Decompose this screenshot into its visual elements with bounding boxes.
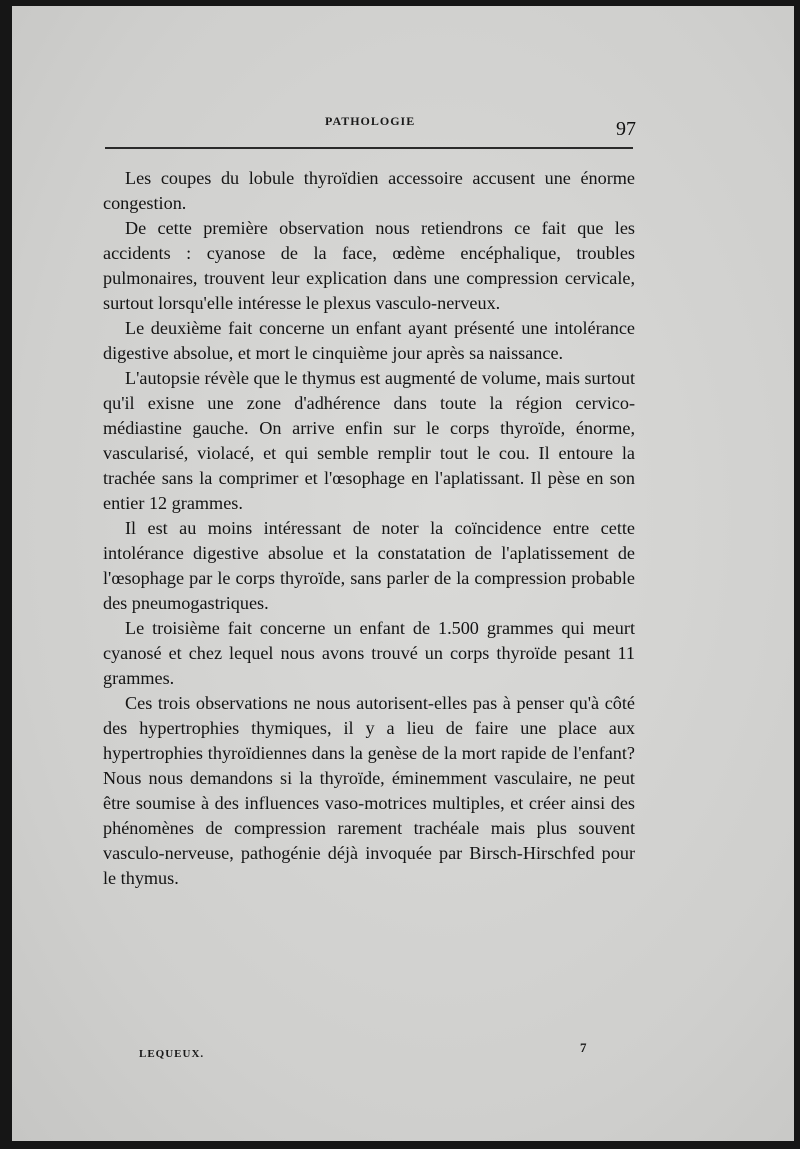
paragraph-2: De cette première observation nous retiendrons ce fait que les accidents : cyanose de la face, œdème encéphalique, troubles pulmonaires, trouvent leur explication dans une compression cervicale, surtout lorsqu'elle intéresse le plexus vasculo-nerveux. (103, 218, 635, 313)
book-page (12, 6, 794, 1141)
signature-mark: 7 (580, 1040, 587, 1055)
footer-author: LEQUEUX. (139, 1048, 205, 1060)
paragraph-4: L'autopsie révèle que le thymus est augmenté de volume, mais surtout qu'il exisne une zone d'adhérence dans toute la région cervico-médiastine gauche. On arrive enfin sur le corps thyroïde, énorme, vascularisé, violacé, et qui semble remplir tout le cou. Il entoure la trachée sans la comprimer et l'œsophage en l'aplatissant. Il pèse en son entier 12 grammes. (103, 368, 635, 513)
page-number: 97 (616, 118, 636, 140)
paragraph-5: Il est au moins intéressant de noter la coïncidence entre cette intolérance digestive absolue et la constatation de l'aplatissement de l'œsophage par le corps thyroïde, sans parler de la compression probable des pneumogastriques. (103, 518, 635, 613)
paragraph-7: Ces trois observations ne nous autorisent-elles pas à penser qu'à côté des hypertrophies thymiques, il y a lieu de faire une place aux hypertrophies thyroïdiennes dans la genèse de la mort rapide de l'enfant? Nous nous demandons si la thyroïde, éminemment vasculaire, ne peut être soumise à des influences vaso-motrices multiples, et créer ainsi des phénomènes de compression rarement trachéale mais plus souvent vasculo-nerveuse, pathogénie déjà invoquée par Birsch-Hirschfed pour le thymus. (103, 693, 635, 888)
header-rule (105, 147, 633, 149)
paragraph-6: Le troisième fait concerne un enfant de 1.500 grammes qui meurt cyanosé et chez lequel nous avons trouvé un corps thyroïde pesant 11 grammes. (103, 618, 635, 688)
paragraph-1: Les coupes du lobule thyroïdien accessoire accusent une énorme congestion. (103, 168, 635, 213)
body-text (103, 166, 635, 891)
paragraph-3: Le deuxième fait concerne un enfant ayant présenté une intolérance digestive absolue, et mort le cinquième jour après sa naissance. (103, 318, 635, 363)
running-header-title: PATHOLOGIE (325, 114, 416, 128)
